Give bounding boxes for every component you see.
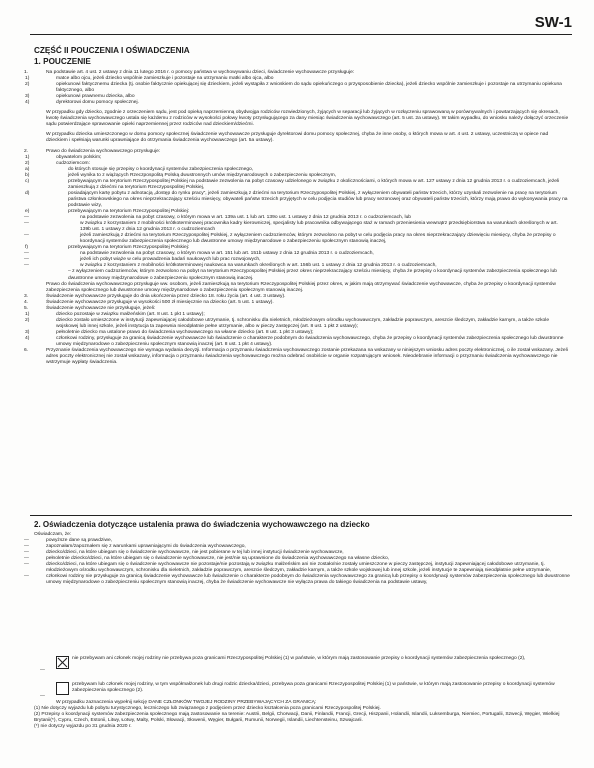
footnotes xyxy=(34,700,570,730)
point-3: 3. Świadczenie wychowawcze przysługuje do dnia ukończenia przez dziecko 18. roku życia (art. 4 ust. 3 ustawy). xyxy=(24,293,286,299)
point-2-item: 1) obywatelom polskim; xyxy=(25,154,102,160)
declaration-item: — członkowi rodziny nie przysługuje za granicą świadczenie wychowawcze lub świadczenie o charakterze podobnym do świadczenia wychowawczego za granicą lub przepisy o koordynacji systemów zabezpieczenia społecznego lub dwustronne umowy międzynarodowe o zabezpieczeniu społecznym stanowią inaczej, chyba że świadczenie wychowawcze nie wyłącza prawa do takiego świadczenia na podstawie ustawy, xyxy=(24,574,570,586)
point-2-sub-dash: — jeżeli zamieszkują z dziećmi na terytorium Rzeczypospolitej Polskiej, z wyłączeniem cudzoziemców, którym zezwolono na pobyt w celu podjęcia pracy na okres nieprzekraczający dziewięciu miesięcy, chyba że przepisy o koordynacji systemów zabezpieczenia społecznego lub dwustronne umowy międzynarodowe o zabezpieczeniu społecznym stanowią inaczej, xyxy=(24,233,556,245)
section2-title: 2. Oświadczenia dotyczące ustalenia prawa do świadczenia wychowawczego na dziecko xyxy=(34,520,370,529)
point-2-f-tail: – z wyłączeniem cudzoziemców, którym zezwolono na pobyt na terytorium Rzeczypospolitej Polskiej przez okres nieprzekraczający sześciu miesięcy, chyba że przepisy o koordynacji systemów zabezpieczenia społecznego lub dwustronne umowy międzynarodowe o zabezpieczeniu społecznym stanowią inaczej. xyxy=(68,269,557,281)
point-1-item: 3) opiekunowi prawnemu dziecka, albo xyxy=(25,94,135,100)
checkbox-dash: — xyxy=(40,668,45,673)
declaration-item: — pełnoletnie dziecko/dzieci, na które ubiegam się o świadczenie wychowawcze, nie jest/nie są uprawnione do świadczenia wychowawczego na własne dziecko, xyxy=(24,556,390,562)
point-5-intro: 5. Świadczenie wychowawcze nie przysługuje, jeżeli: xyxy=(24,305,156,311)
declaration-item: — dziecko/dzieci, na które ubiegam się o świadczenie wychowawcze, nie jest pobierane w tej lub innej instytucji świadczenie wychowawcze, xyxy=(24,550,344,556)
footnote-2: (2) Przepisy o koordynacji systemów zabezpieczenia społecznego mają zastosowanie na terenie: Austrii, Belgii, Chorwacji, Danii, Finlandii, Francji, Grecji, Hiszpanii, Holandii, Islandii, Luksemburga, Niemiec, Portugalii, Szwecji, Węgier, Wielkiej Brytanii(*), Cypru, Czech, Estonii, Litwy, Łotwy, Malty, Polski, Słowacji, Słowenii, Węgier, Bułgarii, Rumunii, Norwegii, Islandii, Liechtensteinu, Szwajcarii. xyxy=(34,712,560,724)
point-2-sub: b) jeżeli wynika to z wiążących Rzeczpospolitą Polską dwustronnych umów międzynarodowych o zabezpieczeniu społecznym, xyxy=(25,172,337,178)
declaration-item: — powyższe dane są prawdziwe, xyxy=(24,538,113,544)
section1-body xyxy=(24,70,570,366)
point-1-item: 2) opiekunowi faktycznemu dziecka (tj. osobie faktycznie opiekującej się dzieckiem, jeżeli wystąpiła z wnioskiem do sądu opiekuńczego o przysposobienie dziecka), jeżeli dziecko wspólnie zamieszkuje i pozostaje na utrzymaniu opiekuna faktycznego, albo xyxy=(25,82,562,94)
point-1-para: W przypadku gdy dziecko, zgodnie z orzeczeniem sądu, jest pod opieką naprzemienną obydwojga rodziców rozwiedzionych, żyjących w separacji lub żyjących w rozłączeniu sprawowaną w porównywalnych i powtarzających się okresach, kwotę świadczenia wychowawczego ustala się każdemu z rodziców w wysokości połowy kwoty przysługującego za dany miesiąc świadczenia wychowawczego (art. 5 ust. 2a ustawy). W takim wypadku, do wniosku należy dołączyć orzeczenie sądu potwierdzające sprawowanie opieki naprzemiennej przez rodziców nad dzieckiem/dziećmi. xyxy=(46,110,569,128)
section2-body xyxy=(24,532,570,586)
point-2-sub-dash: — w związku z korzystaniem z mobilności krótkoterminowej pracownika kadry kierowniczej, specjalisty lub pracownika odbywającego staż w ramach przeniesienia wewnątrz przedsiębiorstwa na warunkach określonych w art. 139b ust. 1 ustawy z dnia 12 grudnia 2013 r. o cudzoziemcach xyxy=(24,221,558,233)
point-1-item: 1) matce albo ojcu, jeżeli dziecko wspólnie zamieszkuje i pozostaje na utrzymaniu matki albo ojca, albo xyxy=(25,76,274,82)
point-1-item: 4) dyrektorowi domu pomocy społecznej. xyxy=(25,100,139,106)
point-5-item: 3) pełnoletnie dziecko ma ustalone prawo do świadczenia wychowawczego na własne dziecko (art. 8 ust. 1 pkt 3 ustawy); xyxy=(25,329,314,335)
point-4: 4. Świadczenie wychowawcze przysługuje w wysokości 500 zł miesięcznie na dziecko (art. 5 ust. 1 ustawy). xyxy=(24,299,274,305)
abroad-no-label: nie przebywam ani członek mojej rodziny nie przebywa poza granicami Rzeczypospolitej Polskiej (1) w państwie, w którym mają zastosowanie przepisy o koordynacji systemów zabezpieczenia społecznego (2), xyxy=(72,656,526,661)
point-6: 6. Przyznanie świadczenia wychowawczego nie wymaga wydania decyzji. Informacja o przyznaniu świadczenia wychowawczego zostanie przekazana na wskazany w niniejszym wniosku adres poczty elektronicznej, o ile został wskazany. Jeżeli adres poczty elektronicznej nie został wskazany, informacja o przyznaniu świadczenia wychowawczego można odebrać osobiście w organie rozpatrującym wniosek. Nieodebranie informacji o przyznaniu świadczenia wychowawczego nie wstrzymuje wypłaty świadczenia. xyxy=(24,348,568,366)
part-title: CZĘŚĆ II POUCZENIA I OŚWIADCZENIA xyxy=(34,46,190,55)
point-2-sub: a) do których stosuje się przepisy o koordynacji systemów zabezpieczenia społecznego, xyxy=(25,166,254,172)
declaration-item: — dziecko/dzieci, na które ubiegam się o świadczenie wychowawcze nie pozostaje/nie pozostają w związku małżeńskim ani nie zostało/nie zostały umieszczone w pieczy zastępczej, instytucji zapewniającej całodobowe utrzymanie, tj. młodzieżowym ośrodku wychowawczym, schronisku dla nieletnich, zakładzie poprawczym, areszcie śledczym, zakładzie karnym, a także szkole wojskowej lub innej szkole, jeżeli instytucje te zapewniają nieodpłatnie pełne utrzymanie, xyxy=(24,562,552,574)
point-1-para: W przypadku dziecka umieszczonego w domu pomocy społecznej świadczenie wychowawcze przysługuje dyrektorowi domu pomocy społecznej, chyba że inne osoby, o których mowa w art. 4 ust. 2 ustawy, uczestniczą w opiece nad dzieckiem i spełniają warunki uprawniające do otrzymania świadczenia wychowawczego (art. 5a ustawy). xyxy=(46,132,549,144)
declaration-intro: Oświadczam, że: xyxy=(34,532,72,537)
point-5-item: 1) dziecko pozostaje w związku małżeńskim (art. 8 ust. 1 pkt 1 ustawy); xyxy=(25,311,205,317)
point-2-sub: d) posiadającym kartę pobytu z adnotacją „dostęp do rynku pracy”, jeżeli zamieszkują z dziećmi na terytorium Rzeczypospolitej Polskiej, z wyłączeniem obywateli państw trzecich, którzy uzyskali zezwolenie na pracę na terytorium państwa członkowskiego na okres nieprzekraczający sześciu miesięcy, obywateli państw trzecich przyjętych w celu podjęcia studiów lub pracy sezonowej oraz obywateli państw trzecich, którzy mają prawo do wykonywania pracy na podstawie wizy, xyxy=(25,190,568,208)
point-2-sub: e) przebywającym na terytorium Rzeczypospolitej Polskiej: xyxy=(25,208,190,214)
point-2-sub-dash: — na podstawie zezwolenia na pobyt czasowy, o którym mowa w art. 139a ust. 1 lub art. 139o ust. 1 ustawy z dnia 12 grudnia 2013 r. o cudzoziemcach, lub xyxy=(24,215,412,221)
point-5-item: 4) członkowi rodziny, przysługuje za granicą świadczenie wychowawcze lub świadczenie o charakterze podobnym do świadczenia wychowawczego, chyba że przepisy o koordynacji systemów zabezpieczenia społecznego lub dwustronne umowy międzynarodowe o zabezpieczeniu społecznym stanowią inaczej (art. 8 ust. 1 pkt 4 ustawy). xyxy=(25,335,564,348)
footnote-3: (*) nie dotyczy wyjazdu po 31 grudnia 2020 r. xyxy=(34,724,132,730)
checkbox-dash: — xyxy=(40,694,45,699)
section-divider xyxy=(30,515,572,516)
form-code: SW-1 xyxy=(534,14,572,31)
point-2-item: 2) cudzoziemcom: xyxy=(25,160,90,166)
abroad-yes-label: przebywam lub członek mojej rodziny, w tym współmałżonek lub drugi rodzic dziecka/dzieci, przebywa poza granicami Rzeczypospolitej Polskiej (1) w państwie, w którym mają zastosowanie przepisy o koordynacji systemów zabezpieczenia społecznego (2). xyxy=(72,682,555,694)
point-2-tail: Prawo do świadczenia wychowawczego przysługuje ww. osobom, jeżeli zamieszkują na terytorium Rzeczypospolitej Polskiej przez okres, w jakim mają otrzymywać świadczenie wychowawcze, chyba że przepisy o koordynacji systemów zabezpieczenia społecznego lub dwustronne umowy międzynarodowe o zabezpieczeniu społecznym stanowią inaczej. xyxy=(46,281,556,293)
point-2-sub-dash: — na podstawie zezwolenia na pobyt czasowy, o którym mowa w art. 151 lub art. 151b ustawy z dnia 12 grudnia 2013 r. o cudzoziemcach, xyxy=(24,251,374,257)
point-2-intro: 2. Prawo do świadczenia wychowawczego przysługuje: xyxy=(24,148,161,154)
point-2-sub: c) przebywającym na terytorium Rzeczypospolitej Polskiej na podstawie zezwolenia na pobyt czasowy udzielonego w związku z okolicznościami, o których mowa w art. 127 ustawy z dnia 12 grudnia 2013 r. o cudzoziemcach, jeżeli zamieszkują z dziećmi na terytorium Rzeczypospolitej Polskiej, xyxy=(25,178,560,190)
top-rule xyxy=(30,34,572,35)
checkbox-note: W przypadku zaznaczenia wypełnij sekcję DANE CZŁONKÓW TWOJEJ RODZINY PRZEBYWAJĄCYCH ZA GRANICĄ: xyxy=(56,700,317,705)
point-5-item: 2) dziecko zostało umieszczone w instytucji zapewniającej całodobowe utrzymanie, tj. schronisku dla nieletnich, młodzieżowym ośrodku wychowawczym, zakładzie poprawczym, areszcie śledczym, zakładzie karnym, a także szkole wojskowej lub innej szkole, jeżeli instytucja ta zapewnia nieodpłatnie pełne utrzymanie, albo w pieczy zastępczej (art. 8 ust. 1 pkt 2 ustawy); xyxy=(25,317,550,329)
footnote-1: (1) Nie dotyczy wyjazdu lub pobytu turystycznego, leczniczego lub związanego z podjęciem przez dziecko kształcenia poza granicami Rzeczypospolitej Polskiej. xyxy=(34,706,381,712)
check-mark-icon xyxy=(57,657,68,668)
section1-title: 1. POUCZENIE xyxy=(34,57,91,66)
point-2-sub-dash: — jeżeli ich pobyt wiąże w celu prowadzenia badań naukowych lub prac rozwojowych, xyxy=(24,257,261,263)
point-2-sub-dash: — w związku z korzystaniem z mobilności krótkoterminowej naukowca na warunkach określonych w art. 156b ust. 1 ustawy z dnia 12 grudnia 2013 r. o cudzoziemcach, xyxy=(24,263,437,269)
declaration-item: — zapoznałam/zapoznałem się z warunkami uprawniającymi do świadczenia wychowawczego, xyxy=(24,544,246,550)
point-1-intro: 1. Na podstawie art. 4 ust. 2 ustawy z dnia 11 lutego 2016 r. o pomocy państwa w wychowywaniu dzieci, świadczenie wychowawcze przysługuje: xyxy=(24,70,355,75)
point-2-sub: f) przebywającym na terytorium Rzeczypospolitej Polskiej: xyxy=(25,245,190,251)
